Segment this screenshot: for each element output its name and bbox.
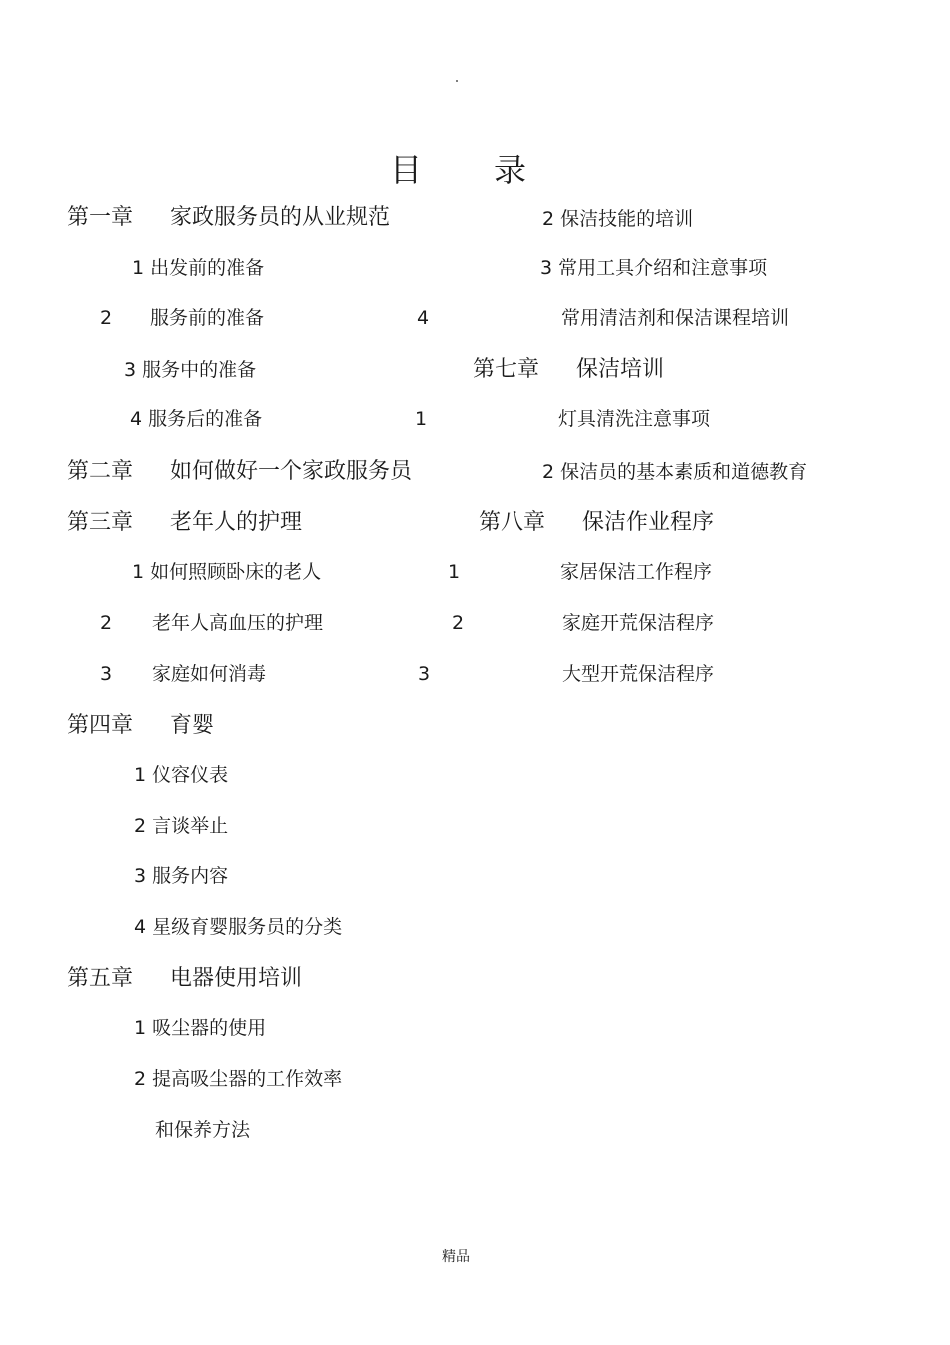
right-item-5: 2 保洁员的基本素质和道德教育 [542,461,808,483]
ch3-item-2: 老年人高血压的护理 [152,612,324,634]
ch3-item-3: 家庭如何消毒 [152,663,267,685]
chapter-7-number: 第七章 [473,357,540,382]
chapter-5-number: 第五章 [67,966,134,991]
chapter-5-title: 电器使用培训 [170,966,303,991]
ch1-item-2: 服务前的准备 [150,307,265,329]
chapter-2-title: 如何做好一个家政服务员 [170,459,413,484]
ch5-item-2-cont: 和保养方法 [155,1119,251,1141]
chapter-1-title: 家政服务员的从业规范 [170,205,391,230]
chapter-7-title: 保洁培训 [576,357,665,382]
chapter-3-title: 老年人的护理 [170,510,303,535]
right-item-6-number: 1 [448,561,461,583]
chapter-1-number: 第一章 [67,205,134,230]
chapter-3-number: 第三章 [67,510,134,535]
ch1-item-2-number: 2 [100,307,113,329]
ch1-item-3: 3 服务中的准备 [124,359,257,381]
toc-title-left: 目 [390,151,423,189]
chapter-4-number: 第四章 [67,713,134,738]
right-item-2: 3 常用工具介绍和注意事项 [540,257,768,279]
chapter-8-title: 保洁作业程序 [582,510,715,535]
right-item-6: 家居保洁工作程序 [560,561,713,583]
header-dot [456,80,458,82]
chapter-4-title: 育婴 [170,713,215,738]
ch4-item-1: 1 仪容仪表 [134,764,229,786]
ch4-item-4: 4 星级育婴服务员的分类 [134,916,343,938]
chapter-2-number: 第二章 [67,459,134,484]
ch3-item-1: 1 如何照顾卧床的老人 [132,561,322,583]
chapter-8-number: 第八章 [479,510,546,535]
ch5-item-2: 2 提高吸尘器的工作效率 [134,1068,343,1090]
toc-title-right: 录 [494,151,527,189]
right-item-1: 2 保洁技能的培训 [542,208,694,230]
right-item-7: 家庭开荒保洁程序 [562,612,715,634]
ch5-item-1: 1 吸尘器的使用 [134,1017,267,1039]
ch3-item-2-number: 2 [100,612,113,634]
page-footer: 精品 [442,1249,470,1265]
right-item-8: 大型开荒保洁程序 [562,663,715,685]
right-item-7-number: 2 [452,612,465,634]
right-item-4-number: 1 [415,408,428,430]
right-item-3: 常用清洁剂和保洁课程培训 [561,307,790,329]
ch4-item-2: 2 言谈举止 [134,815,229,837]
right-item-3-number: 4 [417,307,430,329]
ch4-item-3: 3 服务内容 [134,865,229,887]
ch1-item-1: 1 出发前的准备 [132,257,265,279]
right-item-4: 灯具清洗注意事项 [558,408,711,430]
ch3-item-3-number: 3 [100,663,113,685]
ch1-item-4: 4 服务后的准备 [130,408,263,430]
right-item-8-number: 3 [418,663,431,685]
